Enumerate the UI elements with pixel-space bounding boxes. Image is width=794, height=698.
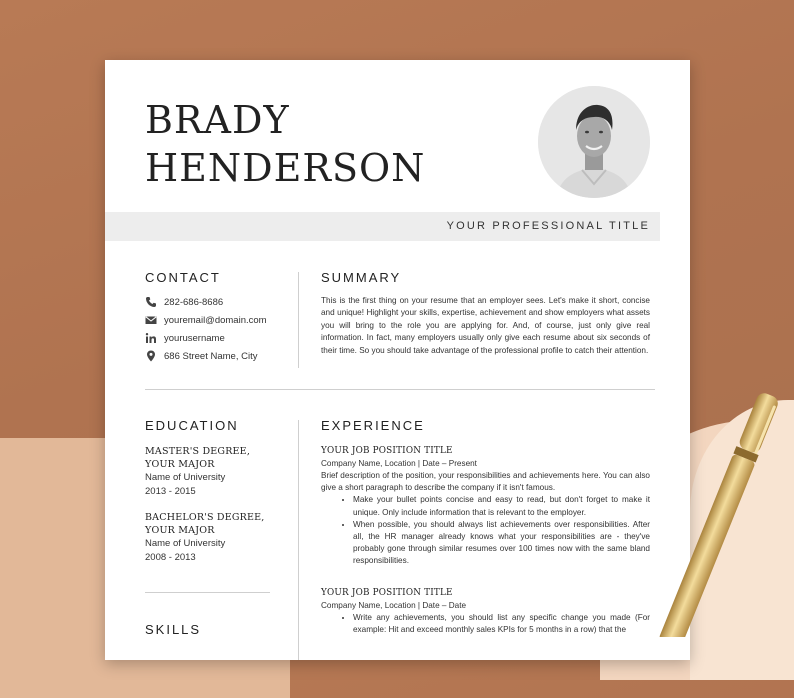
job-bullets [321, 494, 650, 567]
education-item [145, 511, 265, 564]
education-heading: EDUCATION [145, 418, 239, 433]
job-meta: Company Name, Location | Date – Present [321, 459, 477, 468]
experience-job [321, 445, 650, 568]
education-degree: MASTER'S DEGREE, [145, 446, 251, 457]
education-major: YOUR MAJOR [145, 459, 215, 470]
contact-phone [145, 294, 223, 310]
job-meta: Company Name, Location | Date – Date [321, 601, 467, 610]
education-university: Name of University [145, 538, 226, 549]
education-major: YOUR MAJOR [145, 525, 215, 536]
contact-linkedin [145, 330, 225, 346]
contact-email [145, 312, 267, 328]
resume-name [145, 96, 425, 192]
contact-linkedin-text: yourusername [164, 332, 225, 344]
education-item [145, 445, 250, 498]
contact-email-text: youremail@domain.com [164, 314, 267, 326]
education-years: 2008 - 2013 [145, 551, 196, 563]
education-degree: BACHELOR'S DEGREE, [145, 512, 265, 523]
location-pin-icon [145, 350, 157, 362]
summary-text: This is the first thing on your resume that an employer sees. Let's make it short, concise and unique! Highlight your skills, expertise, achievement and show employers what assets you will bring to the role you are applying for. And, of course, just only give real information. In fact, many employers usually only give each resume about six seconds of their time. So you should take advantage of the professional profile to catch their attention. [321, 296, 650, 355]
education-university: Name of University [145, 472, 226, 483]
contact-phone-text: 282-686-8686 [164, 296, 224, 308]
profile-photo [538, 86, 650, 198]
divider-horizontal [145, 389, 655, 390]
phone-icon [145, 296, 157, 308]
summary-heading: SUMMARY [321, 270, 402, 285]
experience-job [321, 587, 650, 636]
experience-heading: EXPERIENCE [321, 418, 425, 433]
divider-vertical-top [298, 272, 299, 368]
contact-address [145, 348, 257, 364]
linkedin-icon [145, 332, 157, 344]
contact-heading: CONTACT [145, 270, 221, 285]
job-description: Brief description of the position, your responsibilities and achievements here. You can also give a short paragraph to describe the company if it isn't famous. [321, 471, 650, 493]
skills-heading: SKILLS [145, 622, 202, 637]
job-title: YOUR JOB POSITION TITLE [321, 446, 453, 456]
divider-vertical-bottom [298, 420, 299, 660]
resume-page [105, 60, 690, 660]
first-name: BRADY [145, 98, 290, 142]
job-title: YOUR JOB POSITION TITLE [321, 588, 453, 598]
last-name: HENDERSON [145, 146, 426, 190]
mail-icon [145, 314, 157, 326]
job-bullet: • Write any achievements, you should list any specific change you made (For example: Hit and exceed monthly sales KPIs for 5 months in a row) that the [353, 612, 650, 636]
professional-title: YOUR PROFESSIONAL TITLE [446, 220, 650, 232]
job-bullet: • Make your bullet points concise and easy to read, but don't forget to make it unique. Only include information that is relevant to the employer. [353, 494, 650, 518]
education-years: 2013 - 2015 [145, 485, 196, 497]
job-bullets [321, 612, 650, 636]
divider-education-skills [145, 592, 270, 593]
job-bullet: • When possible, you should always list achievements over responsibilities. After all, the HR manager already knows what your responsibilities are - they've probably gone through similar resumes over 100 times now with the same bland responsibilities. [353, 519, 650, 568]
professional-title-band [105, 212, 660, 241]
contact-address-text: 686 Street Name, City [164, 350, 258, 362]
